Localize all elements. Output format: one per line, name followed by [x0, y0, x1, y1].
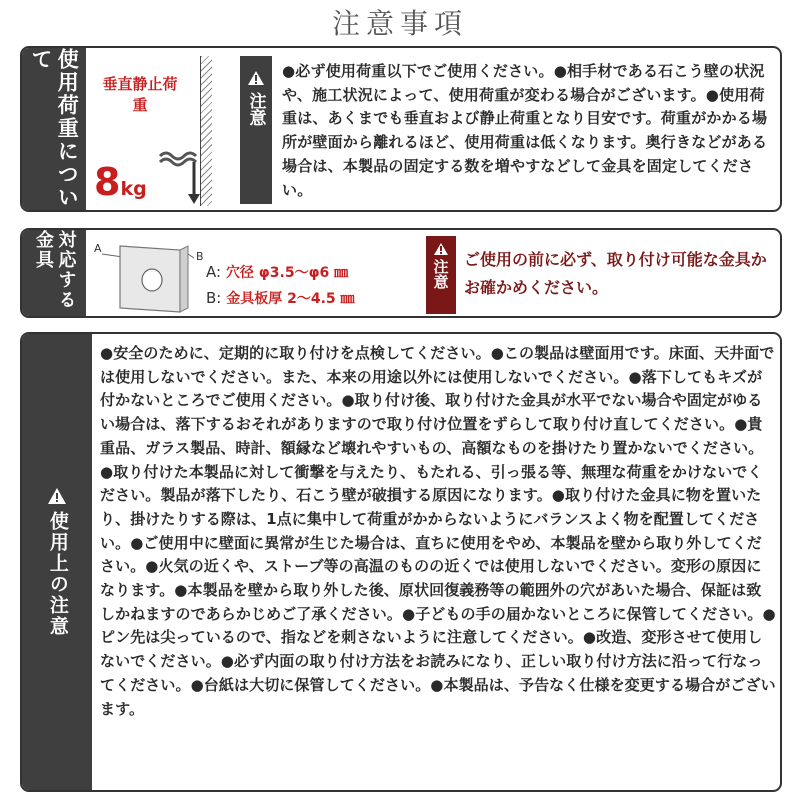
load-side-label-bar	[22, 48, 86, 210]
spec-b-key: B:	[206, 289, 222, 307]
spec-a-key: A:	[206, 263, 222, 281]
figure-label-b: B	[196, 250, 204, 263]
warning-icon	[433, 242, 449, 256]
usage-section	[20, 332, 782, 792]
spec-a-value: 穴径 φ3.5〜φ6 ㎜	[225, 265, 349, 281]
figure-label-a: A	[94, 242, 102, 255]
load-arrow-icon	[156, 148, 204, 208]
load-weight-value: 8	[94, 160, 121, 204]
spec-row-a	[206, 260, 355, 286]
spec-row-b	[206, 286, 355, 312]
load-weight-unit: kg	[120, 178, 147, 200]
fitting-specs	[206, 260, 355, 312]
load-caution-label: 注意	[245, 92, 266, 126]
load-weight	[94, 160, 147, 204]
usage-side-label-bar	[22, 334, 92, 790]
fitting-side-label: 対応する金具	[33, 230, 77, 310]
load-figure	[86, 48, 240, 210]
load-figure-label: 垂直静止荷重	[102, 75, 178, 114]
fitting-caution-text: ご使用の前に必ず、取り付け可能な金具かお確かめください。	[464, 250, 767, 297]
load-caution-bar	[240, 56, 272, 204]
usage-side-label: 使用上の注意	[46, 511, 69, 637]
page-title: 注意事項	[331, 7, 468, 40]
fitting-side-label-bar	[22, 230, 86, 316]
fitting-caution-bar	[426, 236, 456, 314]
load-side-label: 使用荷重について	[29, 48, 80, 209]
spec-b-value: 金具板厚 2〜4.5 ㎜	[226, 291, 355, 307]
usage-caution-text: ●安全のために、定期的に取り付けを点検してください。●この製品は壁面用です。床面、天井面では使用しないでください。また、本来の用途以外には使用しないでください。●落下してもキズが付かないところでご使用ください。●取り付け後、取り付けた金具が水平でない場合や固定がゆるい場合は、落下するおそれがありますので取り付け位置をずらして取り付け直してください。●貴重品、ガラス製品、時計、額縁など壊れやすいもの、高額なものを掛けたり置かないでください。●取り付けた本製品に対して衝撃を与えたり、もたれる、引っ張る等、無理な荷重をかけないでください。製品が落下したり、石こう壁が破損する原因になります。●取り付けた金具に物を置いたり、掛けたりする際は、1点に集中して荷重がかからないようにバランスよく物を配置してください。●ご使用中に壁面に異常が生じた場合は、直ちに使用をやめ、本製品を壁から取り外してください。●火気の近くや、ストーブ等の高温のものの近くでは使用しないでください。変形の原因になります。●本製品を壁から取り外した後、原状回復義務等の範囲外の穴があいた場合、保証は致しかねますのであらかじめご了承ください。●子どもの手の届かないところに保管してください。●ピン先は尖っているので、指などを刺さないように注意してください。●改造、変形させて使用しないでください。●必ず内面の取り付け方法をお読みになり、正しい取り付け方法に沿って行なってください。●台紙は大切に保管してください。●本製品は、予告なく仕様を変更する場合がございます。	[100, 344, 776, 718]
fitting-caution-label: 注意	[431, 259, 450, 289]
wall-illustration	[200, 56, 212, 206]
load-caution-text: ●必ず使用荷重以下でご使用ください。●相手材である石こう壁の状況や、施工状況によって、使用荷重が変わる場合がございます。●使用荷重は、あくまでも垂直および静止荷重となり目安です。荷重がかかる場所が壁面から離れるほど、使用荷重は低くなります。奥行きなどがある場合は、本製品の固定する数を増やすなどして金具を固定してください。	[282, 62, 768, 199]
load-section	[20, 46, 782, 212]
fitting-section	[20, 228, 782, 318]
warning-icon	[247, 70, 265, 86]
warning-icon	[47, 487, 67, 505]
bracket-figure	[90, 236, 210, 316]
